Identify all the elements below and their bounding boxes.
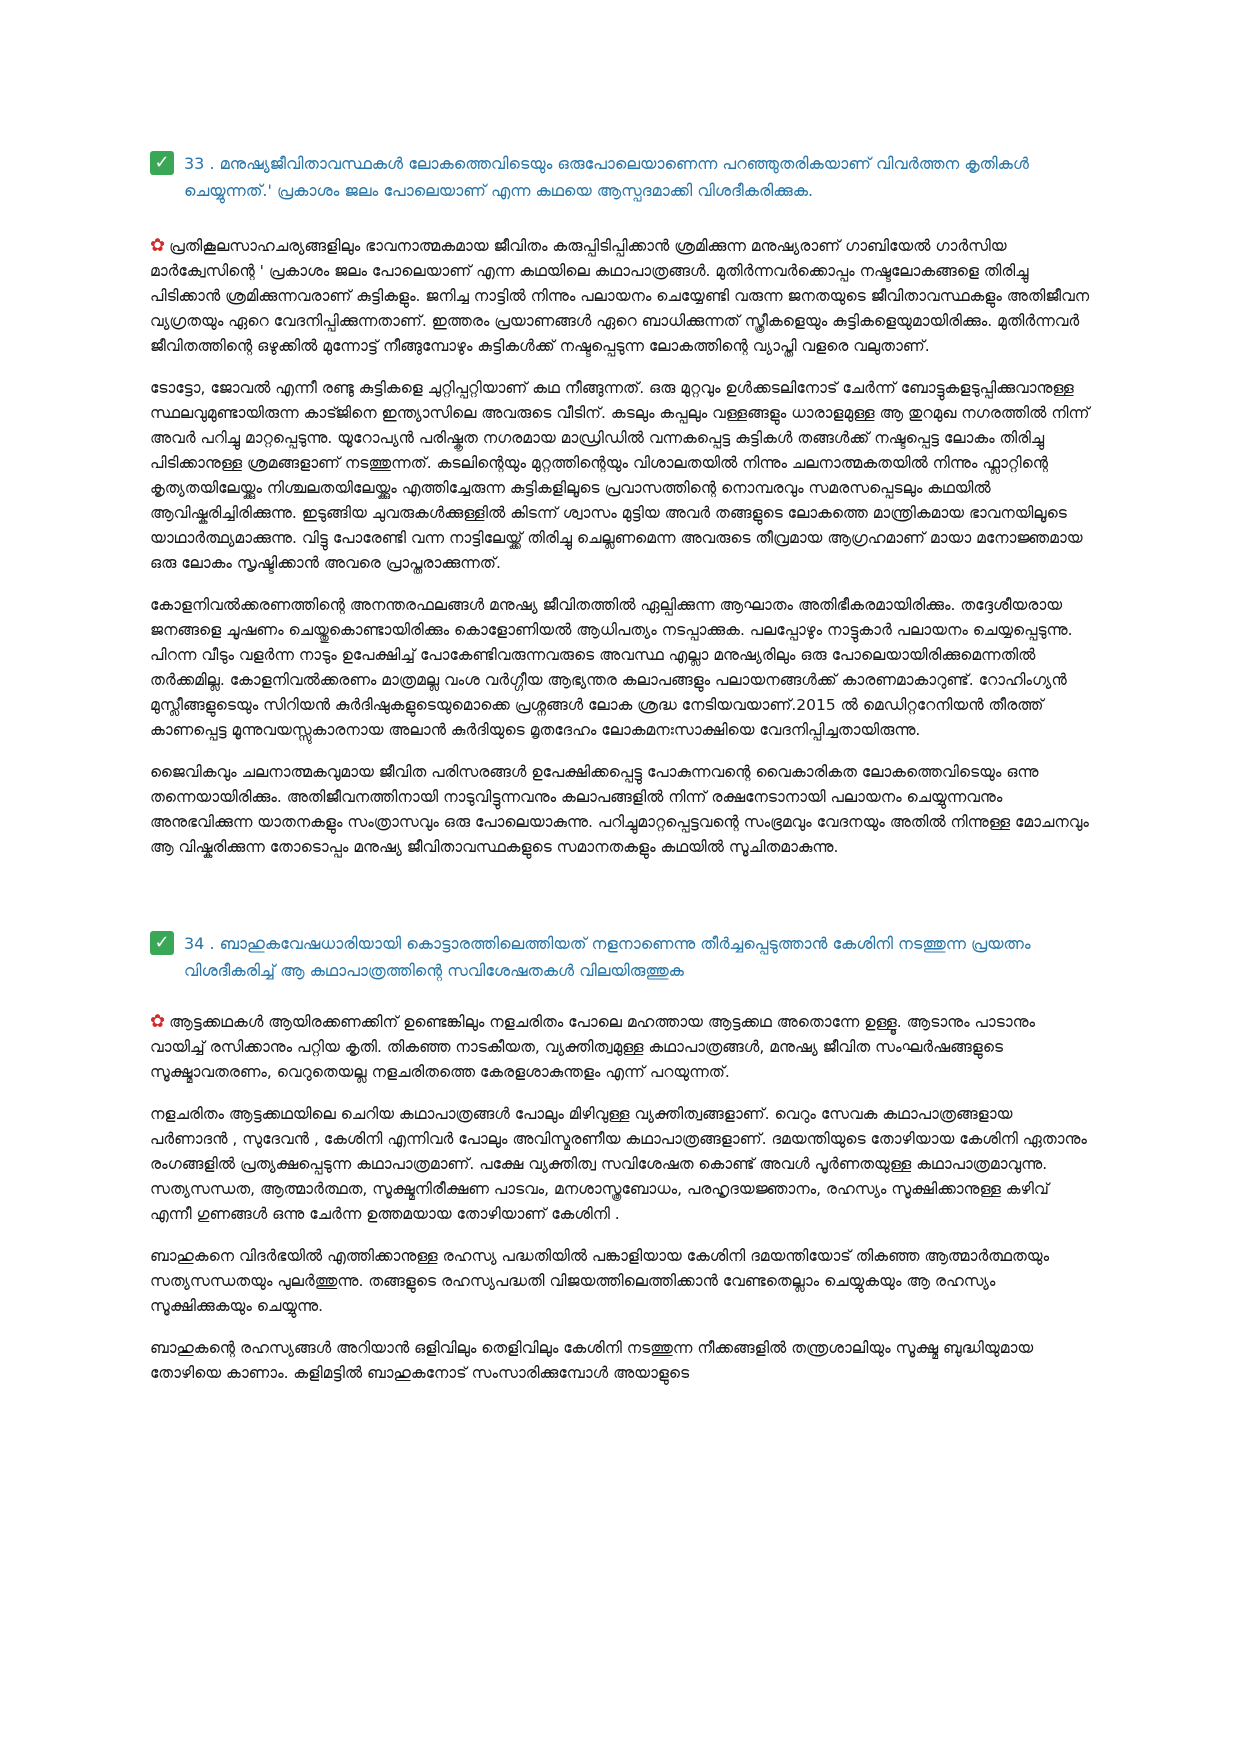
answer-33-paragraph-2: ടോട്ടോ, ജോവൽ എന്നീ രണ്ടു കുട്ടികളെ ചുറ്റിപ്പറ്റിയാണ് കഥ നീങ്ങുന്നത്. ഒരു മുറ്റവും ഉൾക്കടലിനോട് ചേർന്ന് ബോട്ടുകളടുപ്പിക്കുവാനുള്ള സ്ഥലവുമുണ്ടായിരുന്ന കാട്ജിനെ ഇന്ത്യാസിലെ അവരുടെ വീടിന്. കടലും കപ്പലും വള്ളങ്ങളും ധാരാളമുള്ള ആ തുറമുഖ നഗരത്തിൽ നിന്ന് അവർ പറിച്ചു മാറ്റപ്പെടുന്നു. യൂറോപ്യൻ പരിഷ്കൃത നഗരമായ മാഡ്രിഡിൽ വന്നകപ്പെട്ട കുട്ടികൾ തങ്ങൾക്ക് നഷ്ടപ്പെട്ട ലോകം തിരിച്ചു പിടിക്കാനുള്ള ശ്രമങ്ങളാണ് നടത്തുന്നത്. കടലിന്റെയും മുറ്റത്തിന്റെയും വിശാലതയിൽ നിന്നും ചലനാത്മകതയിൽ നിന്നും ഫ്ലാറ്റിന്റെ കൃത്യതയിലേയ്ക്കും നിശ്ചലതയിലേയ്ക്കും എത്തിച്ചേരുന്ന കുട്ടികളിലൂടെ പ്രവാസത്തിന്റെ നൊമ്പരവും സമരസപ്പെടലും കഥയിൽ ആവിഷ്കരിച്ചിരിക്കുന്നു. ഇടുങ്ങിയ ചുവരുകൾക്കുള്ളിൽ കിടന്ന് ശ്വാസം മുട്ടിയ അവർ തങ്ങളുടെ ലോകത്തെ മാന്ത്രികമായ ഭാവനയിലൂടെ യാഥാർത്ഥ്യമാക്കുന്നു. വിട്ടു പോരേണ്ടി വന്ന നാട്ടിലേയ്ക്ക് തിരിച്ചു ചെല്ലണമെന്ന അവരുടെ തീവ്രമായ ആഗ്രഹമാണ് മായാ മനോജ്ഞമായ ഒരു ലോകം സൃഷ്ടിക്കാൻ അവരെ പ്രാപ്തരാക്കുന്നത്.	[150, 379, 1090, 572]
rose-icon: ✿	[150, 235, 166, 256]
answer-34-paragraph-3: ബാഹുകനെ വിദർഭയിൽ എത്തിക്കാനുള്ള രഹസ്യ പദ്ധതിയിൽ പങ്കാളിയായ കേശിനി ദമയന്തിയോട് തികഞ്ഞ ആത്മാർത്ഥതയും സത്യസന്ധതയും പുലർത്തുന്നു. തങ്ങളുടെ രഹസ്യപദ്ധതി വിജയത്തിലെത്തിക്കാൻ വേണ്ടതെല്ലാം ചെയ്യുകയും ആ രഹസ്യം സൂക്ഷിക്കുകയും ചെയ്യുന്നു.	[150, 1247, 1050, 1315]
check-box-icon: ✓	[150, 151, 174, 175]
check-box-icon: ✓	[150, 931, 174, 955]
answer-33-paragraph-1-text: പ്രതികൂലസാഹചര്യങ്ങളിലും ഭാവനാത്മകമായ ജീവിതം കരുപ്പിടിപ്പിക്കാൻ ശ്രമിക്കുന്ന മനുഷ്യരാണ് ഗാബിയേൽ ഗാർസിയ മാർക്വേസിന്റെ ' പ്രകാശം ജലം പോലെയാണ് എന്ന കഥയിലെ കഥാപാത്രങ്ങൾ. മുതിർന്നവർക്കൊപ്പം നഷ്ടലോകങ്ങളെ തിരിച്ചു പിടിക്കാൻ ശ്രമിക്കുന്നവരാണ് കുട്ടികളും. ജനിച്ച നാട്ടിൽ നിന്നും പലായനം ചെയ്യേണ്ടി വരുന്ന ജനതയുടെ ജീവിതാവസ്ഥകളും അതിജീവന വ്യഗ്രതയും ഏറെ വേദനിപ്പിക്കുന്നതാണ്. ഇത്തരം പ്രയാണങ്ങൾ ഏറെ ബാധിക്കുന്നത് സ്ത്രീകളെയും കുട്ടികളെയുമായിരിക്കും. മുതിർന്നവർ ജീവിതത്തിന്റെ ഒഴുക്കിൽ മുന്നോട്ട് നീങ്ങുമ്പോഴും കുട്ടികൾക്ക് നഷ്ടപ്പെടുന്ന ലോകത്തിന്റെ വ്യാപ്തി വളരെ വലുതാണ്.	[150, 237, 1090, 355]
answer-33-paragraph-3: കോളനിവൽക്കരണത്തിന്റെ അനന്തരഫലങ്ങൾ മനുഷ്യ ജീവിതത്തിൽ ഏല്പിക്കുന്ന ആഘാതം അതിഭീകരമായിരിക്കും. തദ്ദേശീയരായ ജനങ്ങളെ ചൂഷണം ചെയ്തുകൊണ്ടായിരിക്കും കൊളോണിയൽ ആധിപത്യം നടപ്പാക്കുക. പലപ്പോഴും നാട്ടുകാർ പലായനം ചെയ്യപ്പെടുന്നു. പിറന്ന വീടും വളർന്ന നാടും ഉപേക്ഷിച്ച് പോകേണ്ടിവരുന്നവരുടെ അവസ്ഥ എല്ലാ മനുഷ്യരിലും ഒരു പോലെയായിരിക്കുമെന്നതിൽ തർക്കമില്ല. കോളനിവൽക്കരണം മാത്രമല്ല വംശ വർഗ്ഗീയ ആഭ്യന്തര കലാപങ്ങളും പലായനങ്ങൾക്ക് കാരണമാകാറുണ്ട്. റോഹിംഗ്യൻ മുസ്ലീങ്ങളുടെയും സിറിയൻ കുർദിഷുകളുടെയുമൊക്കെ പ്രശ്നങ്ങൾ ലോക ശ്രദ്ധ നേടിയവയാണ്.2015 ൽ മെഡിറ്ററേനിയൻ തീരത്ത് കാണപ്പെട്ട മൂന്നുവയസ്സുകാരനായ അലാൻ കുർദിയുടെ മൃതദേഹം ലോകമനഃസാക്ഷിയെ വേദനിപ്പിച്ചതായിരുന്നു.	[150, 596, 1073, 739]
answer-34-paragraph-2: നളചരിതം ആട്ടക്കഥയിലെ ചെറിയ കഥാപാത്രങ്ങൾ പോലും മിഴിവുള്ള വ്യക്തിത്വങ്ങളാണ്. വെറും സേവക കഥാപാത്രങ്ങളായ പർണാദൻ , സുദേവൻ , കേശിനി എന്നിവർ പോലും അവിസ്മരണീയ കഥാപാത്രങ്ങളാണ്. ദമയന്തിയുടെ തോഴിയായ കേശിനി ഏതാനും രംഗങ്ങളിൽ പ്രത്യക്ഷപ്പെടുന്ന കഥാപാത്രമാണ്. പക്ഷേ വ്യക്തിത്വ സവിശേഷത കൊണ്ട് അവൾ പൂർണതയുള്ള കഥാപാത്രമാവുന്നു. സത്യസന്ധത, ആത്മാർത്ഥത, സൂക്ഷ്മനിരീക്ഷണ പാടവം, മനശാസ്ത്രബോധം, പരഹൃദയജ്ഞാനം, രഹസ്യം സൂക്ഷിക്കാനുള്ള കഴിവ് എന്നീ ഗുണങ്ങൾ ഒന്നു ചേർന്ന ഉത്തമയായ തോഴിയാണ് കേശിനി .	[150, 1105, 1087, 1223]
answer-34-paragraph-1	[150, 1010, 1090, 1085]
question-34-heading	[150, 930, 1090, 984]
document-page	[150, 150, 1090, 1403]
question-33-heading	[150, 150, 1090, 204]
rose-icon: ✿	[150, 1011, 166, 1032]
answer-34-paragraph-1-text: ആട്ടക്കഥകൾ ആയിരക്കണക്കിന് ഉണ്ടെങ്കിലും നളചരിതം പോലെ മഹത്തായ ആട്ടക്കഥ അതൊന്നേ ഉള്ളൂ. ആടാനും പാടാനും വായിച്ച് രസിക്കാനും പറ്റിയ കൃതി. തികഞ്ഞ നാടകീയത, വ്യക്തിത്വമുള്ള കഥാപാത്രങ്ങൾ, മനുഷ്യ ജീവിത സംഘർഷങ്ങളുടെ സൂക്ഷ്മാവതരണം, വെറുതെയല്ല നളചരിതത്തെ കേരളശാകുന്തളം എന്ന് പറയുന്നത്.	[150, 1013, 1035, 1081]
answer-33-paragraph-1	[150, 234, 1090, 359]
question-34-text: 34 . ബാഹുകവേഷധാരിയായി കൊട്ടാരത്തിലെത്തിയത് നളനാണെന്നു തീർച്ചപ്പെടുത്താൻ കേശിനി നടത്തുന്ന പ്രയത്നം വിശദീകരിച്ച് ആ കഥാപാത്രത്തിന്റെ സവിശേഷതകൾ വിലയിരുത്തുക	[184, 934, 1031, 980]
answer-33-paragraph-4: ജൈവികവും ചലനാത്മകവുമായ ജീവിത പരിസരങ്ങൾ ഉപേക്ഷിക്കപ്പെട്ടു പോകുന്നവന്റെ വൈകാരികത ലോകത്തെവിടെയും ഒന്നു തന്നെയായിരിക്കും. അതിജീവനത്തിനായി നാടുവിട്ടുന്നവനും കലാപങ്ങളിൽ നിന്ന് രക്ഷനേടാനായി പലായനം ചെയ്യുന്നവനും അനുഭവിക്കുന്ന യാതനകളും സംത്രാസവും ഒരു പോലെയാകുന്നു. പറിച്ചുമാറ്റപ്പെട്ടവന്റെ സംഭ്രമവും വേദനയും അതിൽ നിന്നുള്ള മോചനവും ആ വിഷ്കരിക്കുന്ന തോടൊപ്പം മനുഷ്യ ജീവിതാവസ്ഥകളുടെ സമാനതകളും കഥയിൽ സൂചിതമാകുന്നു.	[150, 763, 1089, 856]
question-33-text: 33 . മനുഷ്യജീവിതാവസ്ഥകൾ ലോകത്തെവിടെയും ഒരുപോലെയാണെന്ന പറഞ്ഞുതരികയാണ് വിവർത്തന കൃതികൾ ചെയ്യുന്നത്.' പ്രകാശം ജലം പോലെയാണ് എന്ന കഥയെ ആസ്പദമാക്കി വിശദീകരിക്കുക.	[184, 154, 1029, 200]
answer-34-paragraph-4: ബാഹുകന്റെ രഹസ്യങ്ങൾ അറിയാൻ ഒളിവിലും തെളിവിലും കേശിനി നടത്തുന്ന നീക്കങ്ങളിൽ തന്ത്രശാലിയും സൂക്ഷ്മ ബുദ്ധിയുമായ തോഴിയെ കാണാം. കളിമട്ടിൽ ബാഹുകനോട് സംസാരിക്കുമ്പോൾ അയാളുടെ	[150, 1339, 1034, 1382]
